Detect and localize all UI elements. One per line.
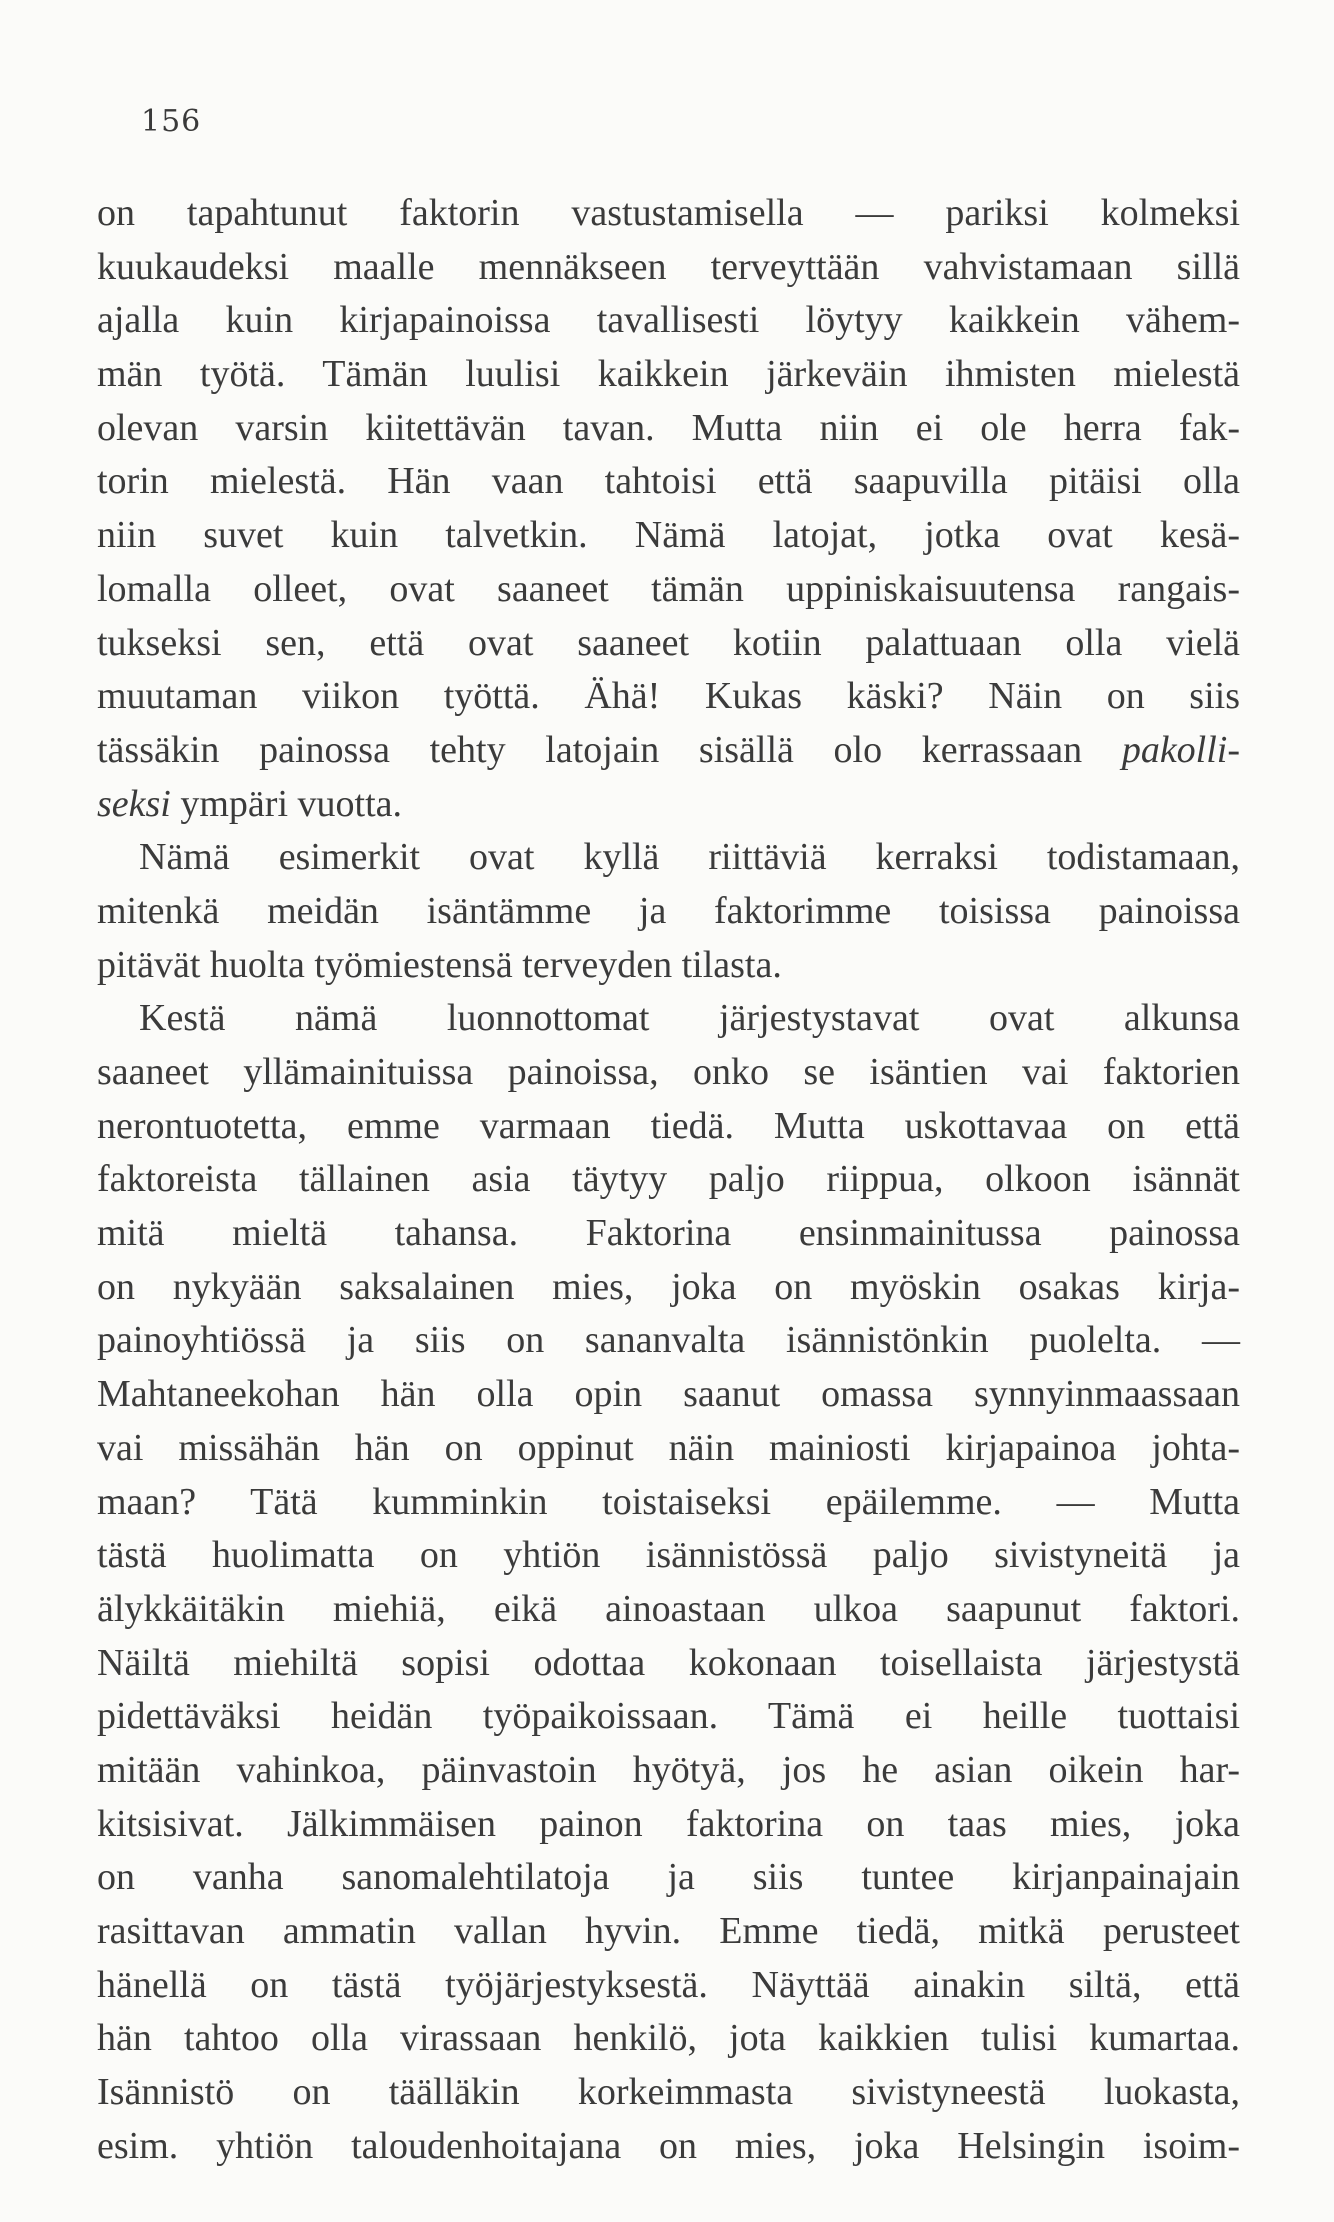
italic-word: seksi (97, 782, 171, 825)
line-text: kuukaudeksi maalle mennäkseen terveyttään vahvistamaan sillä (97, 245, 1240, 288)
line-text: kitsisivat. Jälkimmäisen painon faktorina on taas mies, joka (97, 1802, 1240, 1845)
text-line (97, 402, 1240, 456)
text-line (97, 563, 1240, 617)
text-line (97, 348, 1240, 402)
line-text: nerontuotetta, emme varmaan tiedä. Mutta uskottavaa on että (97, 1104, 1240, 1147)
text-line (97, 1744, 1240, 1798)
line-text: on vanha sanomalehtilatoja ja siis tuntee kirjanpainajain (97, 1856, 1240, 1899)
text-line (97, 992, 1240, 1046)
text-line (97, 617, 1240, 671)
line-text: ajalla kuin kirjapainoissa tavallisesti löytyy kaikkein vähem- (97, 299, 1240, 342)
line-text: saaneet yllämainituissa painoissa, onko se isäntien vai faktorien (97, 1051, 1240, 1093)
line-text: rasittavan ammatin vallan hyvin. Emme tiedä, mitkä perusteet (97, 1910, 1240, 1952)
line-text: olevan varsin kiitettävän tavan. Mutta niin ei ole herra fak- (97, 406, 1240, 449)
text-line (97, 294, 1240, 348)
text-line (97, 1959, 1240, 2013)
text-line (97, 939, 1240, 993)
line-text: lomalla olleet, ovat saaneet tämän uppiniskaisuutensa rangais- (97, 567, 1240, 610)
text-line (97, 1637, 1240, 1691)
text-line (97, 455, 1240, 509)
line-text: on tapahtunut faktorin vastustamisella — pariksi kolmeksi (97, 192, 1240, 234)
text-line (97, 1690, 1240, 1744)
text-line (97, 778, 1240, 832)
line-text: torin mielestä. Hän vaan tahtoisi että saapuvilla pitäisi olla (97, 460, 1240, 503)
line-text: mitenkä meidän isäntämme ja faktorimme toisissa painoissa (97, 889, 1240, 932)
page-number: 156 (141, 104, 202, 139)
italic-word: pakolli- (1121, 728, 1241, 771)
line-text: niin suvet kuin talvetkin. Nämä latojat, jotka ovat kesä- (97, 514, 1240, 557)
text-line (97, 724, 1240, 778)
text-line (97, 2012, 1240, 2066)
text-line (97, 1046, 1240, 1100)
text-line (97, 1100, 1240, 1154)
line-text: tukseksi sen, että ovat saaneet kotiin palattuaan olla vielä (97, 621, 1240, 664)
line-text: faktoreista tällainen asia täytyy paljo riippua, olkoon isännät (97, 1158, 1240, 1201)
line-text: Kestä nämä luonnottomat järjestystavat ovat alkunsa (139, 997, 1240, 1040)
text-line (97, 509, 1240, 563)
text-line (97, 1798, 1240, 1852)
text-line (97, 1583, 1240, 1637)
line-text: Isännistö on täälläkin korkeimmasta sivistyneestä luokasta, (97, 2071, 1240, 2114)
text-line (97, 1314, 1240, 1368)
text-line (97, 831, 1240, 885)
line-text: tästä huolimatta on yhtiön isännistössä paljo sivistyneitä ja (97, 1534, 1240, 1577)
text-line (97, 187, 1240, 241)
line-text: esim. yhtiön taloudenhoitajana on mies, joka Helsingin isoim- (97, 2124, 1240, 2167)
line-text: pitävät huolta työmiestensä terveyden tilasta. (97, 943, 782, 986)
line-text: maan? Tätä kumminkin toistaiseksi epäilemme. — Mutta (97, 1480, 1240, 1523)
line-text: Nämä esimerkit ovat kyllä riittäviä kerraksi todistamaan, (139, 836, 1240, 879)
line-text: älykkäitäkin miehiä, eikä ainoastaan ulkoa saapunut faktori. (97, 1587, 1240, 1630)
line-text: män työtä. Tämän luulisi kaikkein järkeväin ihmisten mielestä (97, 353, 1240, 396)
line-text: ympäri vuotta. (180, 782, 402, 825)
text-line (97, 670, 1240, 724)
text-line (97, 885, 1240, 939)
line-text: hänellä on tästä työjärjestyksestä. Näyttää ainakin siltä, että (97, 1963, 1240, 2006)
line-text: mitään vahinkoa, päinvastoin hyötyä, jos he asian oikein har- (97, 1748, 1240, 1791)
text-line (97, 2120, 1240, 2174)
text-line (97, 1476, 1240, 1530)
text-line (97, 1905, 1240, 1959)
text-line (97, 1261, 1240, 1315)
text-line (97, 1529, 1240, 1583)
line-text: mitä mieltä tahansa. Faktorina ensinmainitussa painossa (97, 1212, 1240, 1255)
line-text: tässäkin painossa tehty latojain sisällä olo kerrassaan (97, 728, 1083, 771)
text-line (97, 1153, 1240, 1207)
text-line (97, 2066, 1240, 2120)
text-line (97, 1368, 1240, 1422)
body-text (97, 187, 1240, 2173)
line-text: pidettäväksi heidän työpaikoissaan. Tämä ei heille tuottaisi (97, 1695, 1240, 1738)
text-line (97, 1851, 1240, 1905)
line-text: Mahtaneekohan hän olla opin saanut omassa synnyinmaassaan (97, 1373, 1240, 1416)
line-text: on nykyään saksalainen mies, joka on myöskin osakas kirja- (97, 1265, 1240, 1308)
line-text: hän tahtoo olla virassaan henkilö, jota kaikkien tulisi kumartaa. (97, 2017, 1240, 2060)
text-line (97, 1422, 1240, 1476)
text-line (97, 241, 1240, 295)
line-text: painoyhtiössä ja siis on sananvalta isännistönkin puolelta. — (97, 1319, 1240, 1362)
line-text: vai missähän hän on oppinut näin mainiosti kirjapainoa johta- (97, 1426, 1240, 1469)
line-text: Näiltä miehiltä sopisi odottaa kokonaan toisellaista järjestystä (97, 1641, 1240, 1684)
text-line (97, 1207, 1240, 1261)
line-text: muutaman viikon työttä. Ähä! Kukas käski? Näin on siis (97, 675, 1240, 718)
